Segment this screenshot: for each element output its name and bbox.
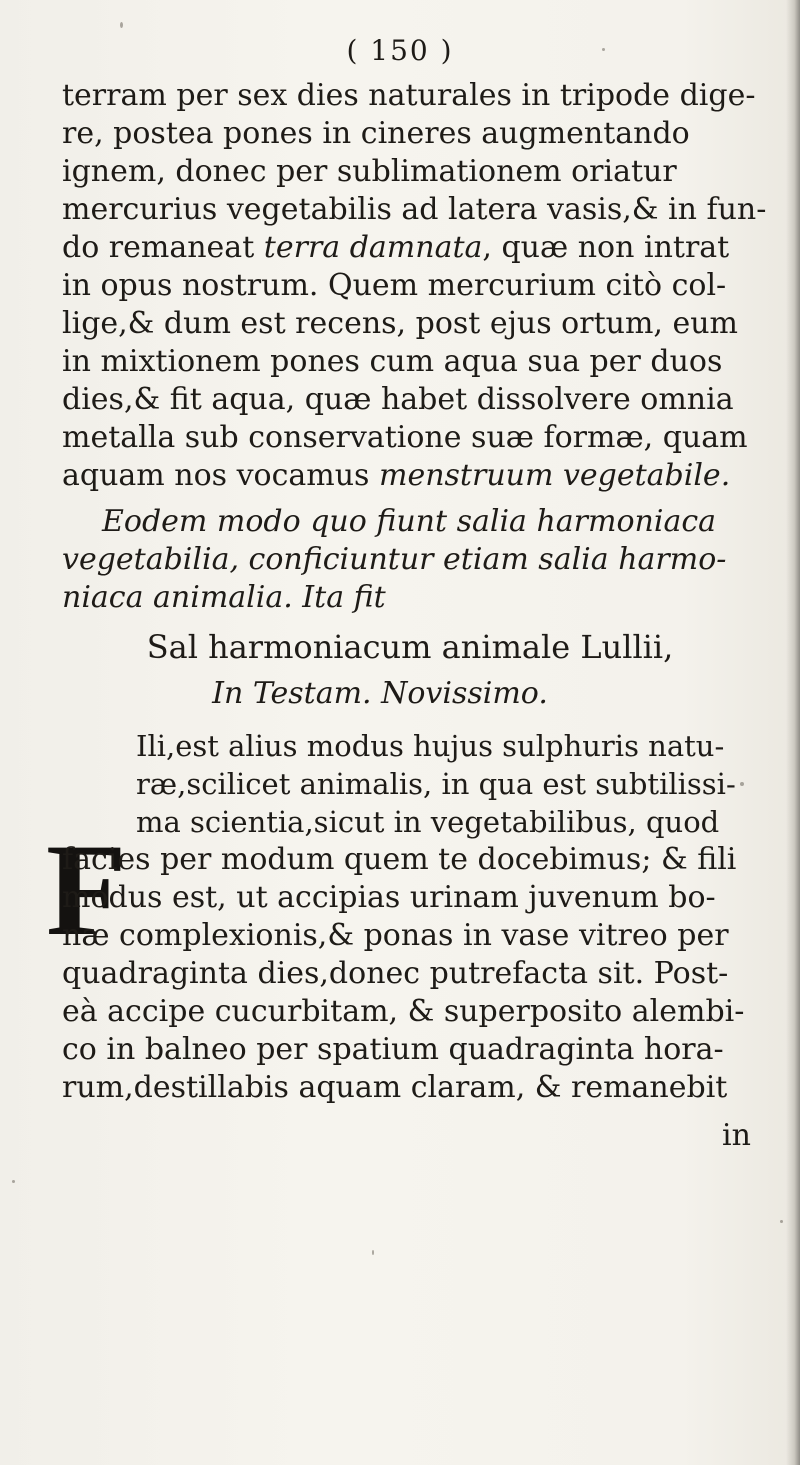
text-line: facies per modum quem te docebimus; & fili — [62, 842, 737, 877]
text-line: ræ,scilicet animalis, in qua est subtilissi- — [136, 767, 736, 801]
text-line: co in balneo per spatium quadraginta hora- — [62, 1032, 724, 1067]
text-line: eà accipe cucurbitam, & superposito alembi- — [62, 994, 745, 1029]
text-line: rum,destillabis aquam claram, & remanebit — [62, 1070, 728, 1105]
text-line: quadraginta dies,donec putrefacta sit. Post- — [62, 956, 729, 991]
paper-speck — [12, 1180, 15, 1183]
text-line: metalla sub conservatione suæ formæ, quam — [62, 420, 748, 455]
section-subheading: In Testam. Novissimo. — [212, 676, 548, 711]
italic-term: terra damnata — [263, 230, 483, 265]
drop-cap: F — [46, 816, 127, 963]
text-span: , quæ non intrat — [482, 230, 730, 265]
text-line: næ complexionis,& ponas in vase vitreo per — [62, 918, 729, 953]
text-line: lige,& dum est recens, post ejus ortum, eum — [62, 306, 738, 341]
italic-line: niaca animalia. Ita fit — [62, 580, 386, 615]
paper-speck — [780, 1220, 783, 1223]
text-line: ma scientia,sicut in vegetabilibus, quod — [136, 805, 720, 839]
paper-speck — [740, 782, 744, 786]
section-heading: Sal harmoniacum animale Lullii, — [146, 628, 674, 666]
text-line: mercurius vegetabilis ad latera vasis,& in fun- — [62, 192, 767, 227]
text-line — [62, 458, 782, 494]
text-line: Ili,est alius modus hujus sulphuris natu- — [136, 729, 725, 763]
text-line: terram per sex dies naturales in tripode dige- — [62, 78, 756, 113]
text-line: ignem, donec per sublimationem oriatur — [62, 154, 677, 189]
text-line: re, postea pones in cineres augmentando — [62, 116, 690, 151]
catchword: in — [722, 1118, 751, 1153]
italic-line: Eodem modo quo fiunt salia harmoniaca — [102, 504, 717, 539]
text-line — [62, 230, 782, 266]
text-line: modus est, ut accipias urinam juvenum bo- — [62, 880, 716, 915]
text-line: in mixtionem pones cum aqua sua per duos — [62, 344, 723, 379]
page-edge-shadow — [786, 0, 800, 1465]
text-span: do remaneat — [62, 230, 264, 265]
paper-speck — [602, 48, 605, 51]
text-span: aquam nos vocamus — [62, 458, 379, 493]
italic-line: vegetabilia, conficiuntur etiam salia harmo- — [62, 542, 727, 577]
paper-speck — [372, 1250, 374, 1255]
paper-speck — [120, 22, 123, 28]
text-line: dies,& fit aqua, quæ habet dissolvere omnia — [62, 382, 734, 417]
page-number: ( 150 ) — [346, 34, 454, 67]
italic-term: menstruum vegetabile. — [379, 458, 731, 493]
text-line: in opus nostrum. Quem mercurium citò col- — [62, 268, 727, 303]
